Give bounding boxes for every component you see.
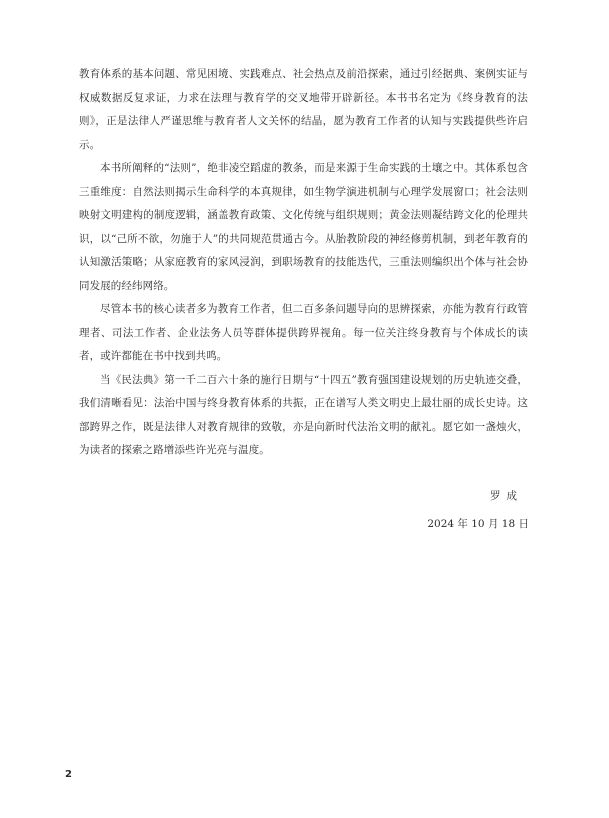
page-number: 2 bbox=[65, 769, 72, 780]
paragraph: 尽管本书的核心读者多为教育工作者，但二百多条问题导向的思辨探索，亦能为教育行政管理者、司法工作者、企业法务人员等群体提供跨界视角。每一位关注终身教育与个体成长的读者，或许都能在书中找到共鸣。 bbox=[79, 303, 528, 362]
paragraph: 本书所阐释的“法则”，绝非凌空蹈虚的教条，而是来源于生命实践的土壤之中。其体系包含三重维度：自然法则揭示生命科学的本真规律，如生物学演进机制与心理学发展窗口；社会法则映射文明建构的制度逻辑，涵盖教育政策、文化传统与组织规则；黄金法则凝结跨文化的伦理共识，以“己所不欲，勿施于人”的共同规范贯通古今。从胎教阶段的神经修剪机制，到老年教育的认知激活策略；从家庭教育的家风浸润，到职场教育的技能迭代，三重法则编织出个体与社会协同发展的经纬网络。 bbox=[79, 162, 528, 292]
signature-date: 2024 年 10 月 18 日 bbox=[427, 518, 529, 530]
paragraph: 当《民法典》第一千二百六十条的施行日期与“十四五”教育强国建设规划的历史轨迹交叠，我们清晰看见：法治中国与终身教育体系的共振，正在谱写人类文明史上最壮丽的成长史诗。这部跨界之作，既是法律人对教育规律的致敬，亦是向新时代法治文明的献礼。愿它如一盏烛火，为读者的探索之路增添些许光亮与温度。 bbox=[79, 373, 528, 456]
paragraph-continued: 教育体系的基本问题、常见困境、实践难点、社会热点及前沿探索，通过引经据典、案例实证与权威数据反复求证，力求在法理与教育学的交叉地带开辟新径。本书书名定为《终身教育的法则》，正是法律人严谨思维与教育者人文关怀的结晶，愿为教育工作者的认知与实践提供些许启示。 bbox=[79, 68, 528, 151]
body-text bbox=[79, 63, 528, 463]
author-signature: 罗成 bbox=[490, 490, 523, 502]
